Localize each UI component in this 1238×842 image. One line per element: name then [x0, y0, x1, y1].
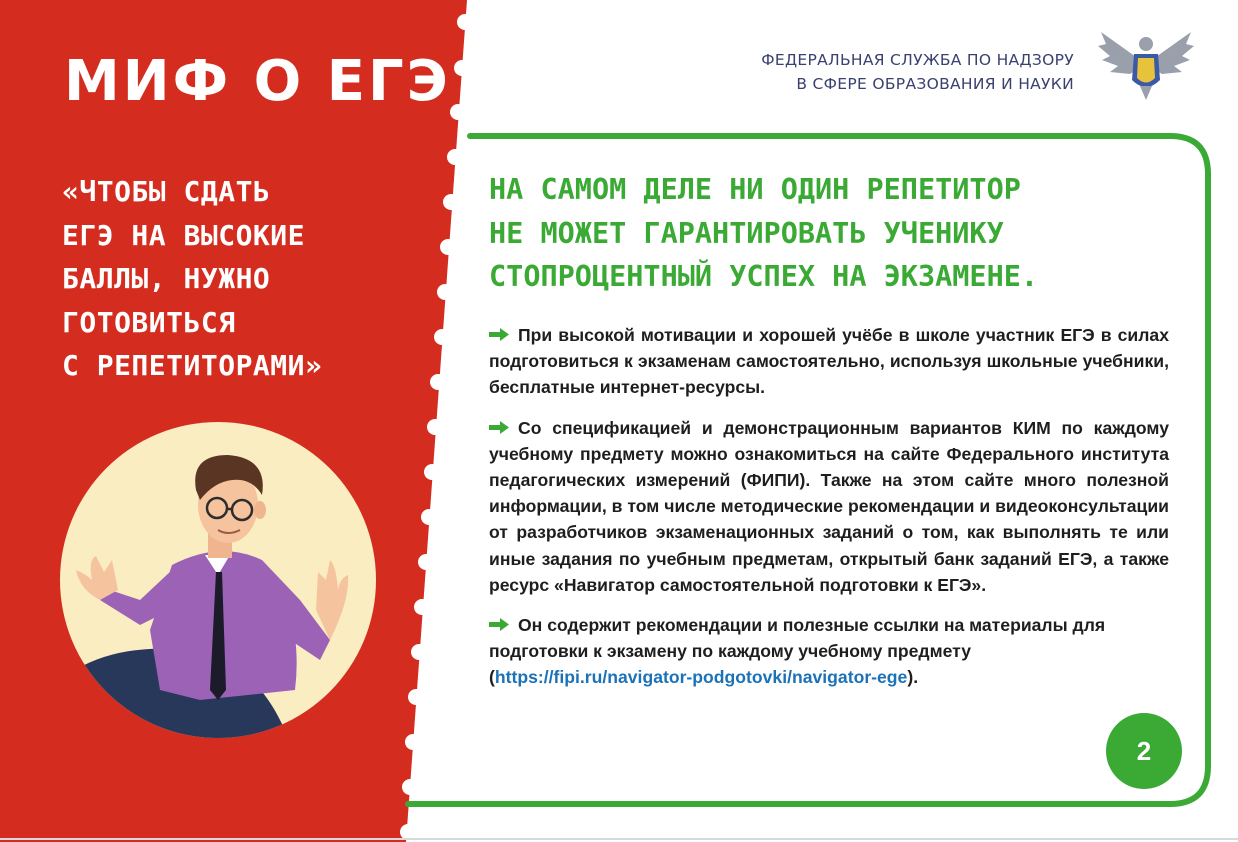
- arrow-right-icon: [489, 421, 509, 434]
- myth-quote-line: БАЛЛЫ, НУЖНО: [62, 262, 271, 295]
- agency-name-line: В СФЕРЕ ОБРАЗОВАНИЯ И НАУКИ: [796, 75, 1074, 93]
- open-paren: (: [489, 667, 495, 688]
- myth-quote: [62, 170, 422, 388]
- fipi-navigator-link[interactable]: https://fipi.ru/navigator-podgotovki/navigator-ege: [494, 667, 908, 688]
- fact-paragraph-text: Со спецификацией и демонстрационным вариантов КИМ по каждому учебному предмету можно ознакомиться на сайте Федерального института педагогических измерений (ФИПИ). Также на этом сайте много полезной информации, в том числе методические рекомендации и видеоконсультации от разработчиков экзаменационных заданий о том, как выполнять те или иные задания по учебным предметам, открытый банк заданий ЕГЭ, а также ресурс «Навигатор самостоятельной подготовки к ЕГЭ».: [489, 417, 1169, 595]
- myth-quote-line: ГОТОВИТЬСЯ: [62, 305, 236, 339]
- myth-quote-line: «ЧТОБЫ СДАТЬ: [62, 175, 271, 208]
- fact-paragraph: [489, 322, 1169, 401]
- fact-heading: [489, 168, 1038, 299]
- agency-name: [761, 48, 1074, 96]
- arrow-right-icon: [489, 618, 509, 631]
- fact-heading-line: НЕ МОЖЕТ ГАРАНТИРОВАТЬ УЧЕНИКУ: [489, 216, 1004, 250]
- myth-heading: МИФ О ЕГЭ: [64, 49, 451, 114]
- myth-quote-line: С РЕПЕТИТОРАМИ»: [62, 349, 323, 382]
- myth-quote-line: ЕГЭ НА ВЫСОКИЕ: [62, 218, 306, 252]
- fact-paragraph-text: Он содержит рекомендации и полезные ссылки на материалы для подготовки к экзамену по каждому учебному предмету: [489, 615, 1106, 662]
- page-number-badge: 2: [1106, 713, 1182, 789]
- fact-heading-line: НА САМОМ ДЕЛЕ НИ ОДИН РЕПЕТИТОР: [489, 173, 1021, 206]
- fact-heading-line: СТОПРОЦЕНТНЫЙ УСПЕХ НА ЭКЗАМЕНЕ.: [489, 260, 1039, 293]
- close-paren: ).: [907, 667, 919, 688]
- arrow-right-icon: [489, 328, 509, 341]
- fact-body: [489, 322, 1169, 705]
- agency-name-line: ФЕДЕРАЛЬНАЯ СЛУЖБА ПО НАДЗОРУ: [761, 51, 1074, 69]
- fact-paragraph: [489, 612, 1169, 691]
- fact-paragraph-text: При высокой мотивации и хорошей учёбе в школе участник ЕГЭ в силах подготовиться к экзаменам самостоятельно, используя школьные учебники, бесплатные интернет-ресурсы.: [489, 325, 1169, 398]
- emblem-icon: [1098, 32, 1194, 100]
- fact-paragraph: [489, 415, 1169, 598]
